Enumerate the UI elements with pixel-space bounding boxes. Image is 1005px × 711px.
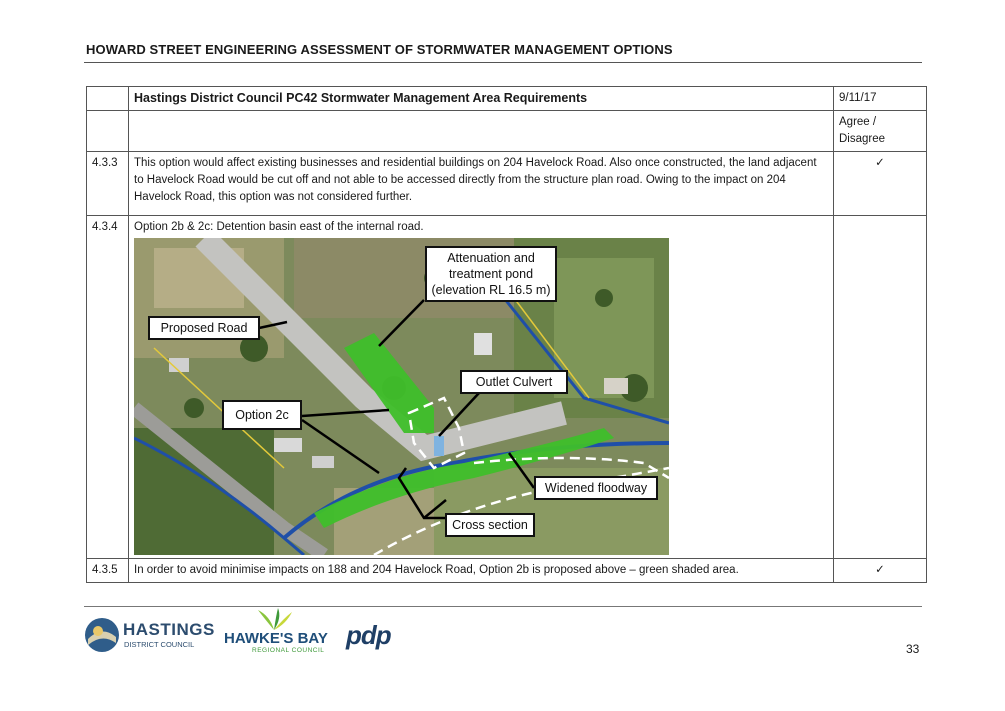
- header-divider: [84, 62, 922, 63]
- row-number: 4.3.4: [87, 216, 129, 559]
- proposed-road-callout: Proposed Road: [148, 316, 260, 340]
- option-2c-callout: Option 2c: [222, 400, 302, 430]
- subheader-empty-cell: [129, 111, 834, 152]
- hawkes-bay-subtitle: REGIONAL COUNCIL: [252, 647, 325, 654]
- empty-agree-cell: [834, 216, 927, 559]
- document-header-title: HOWARD STREET ENGINEERING ASSESSMENT OF STORMWATER MANAGEMENT OPTIONS: [86, 42, 673, 57]
- footer-divider: [84, 606, 922, 607]
- row-content: [129, 216, 834, 559]
- hastings-subtitle: DISTRICT COUNCIL: [124, 640, 195, 649]
- check-mark: ✓: [834, 152, 927, 216]
- hastings-emblem-icon: [84, 617, 120, 653]
- table-title: Hastings District Council PC42 Stormwater Management Area Requirements: [129, 87, 834, 111]
- pond-callout: [425, 246, 557, 302]
- hawkes-bay-name: HAWKE'S BAY: [224, 630, 328, 647]
- check-mark: ✓: [834, 559, 927, 583]
- pond-label-line: Attenuation and: [447, 251, 535, 265]
- row-number: 4.3.3: [87, 152, 129, 216]
- aerial-map: [134, 238, 669, 555]
- row-text: Option 2b & 2c: Detention basin east of the internal road.: [134, 221, 424, 233]
- pond-label-line: (elevation RL 16.5 m): [431, 283, 551, 297]
- hastings-district-council-logo: [84, 616, 215, 654]
- pdp-logo: pdp: [346, 620, 391, 650]
- subheader-empty-cell: [87, 111, 129, 152]
- header-empty-cell: [87, 87, 129, 111]
- table-row: [87, 559, 927, 583]
- pond-label-line: treatment pond: [448, 267, 534, 281]
- leaf-icon: [254, 608, 294, 630]
- row-text: In order to avoid minimise impacts on 188 and 204 Havelock Road, Option 2b is proposed above – green shaded area.: [129, 559, 834, 583]
- row-number: 4.3.5: [87, 559, 129, 583]
- cross-section-callout: Cross section: [445, 513, 535, 537]
- hawkes-bay-regional-council-logo: [224, 608, 334, 656]
- requirements-table: [86, 86, 927, 583]
- agree-disagree-header: Agree / Disagree: [834, 111, 927, 152]
- outlet-culvert-callout: Outlet Culvert: [460, 370, 568, 394]
- table-date: 9/11/17: [834, 87, 927, 111]
- widened-floodway-callout: Widened floodway: [534, 476, 658, 500]
- table-row: [87, 216, 927, 559]
- table-subheader-row: [87, 111, 927, 152]
- table-header-row: [87, 87, 927, 111]
- table-row: [87, 152, 927, 216]
- page-number: 33: [906, 642, 920, 656]
- hastings-name: HASTINGS: [123, 620, 215, 639]
- row-text: This option would affect existing businesses and residential buildings on 204 Havelock Road. Also once constructed, the land adjacent to Havelock Road would be cut off and not able to be accessed directly from the structure plan road. Owing to the impact on 204 Havelock Road, this option was not considered further.: [129, 152, 834, 216]
- aerial-map-image: [134, 238, 669, 555]
